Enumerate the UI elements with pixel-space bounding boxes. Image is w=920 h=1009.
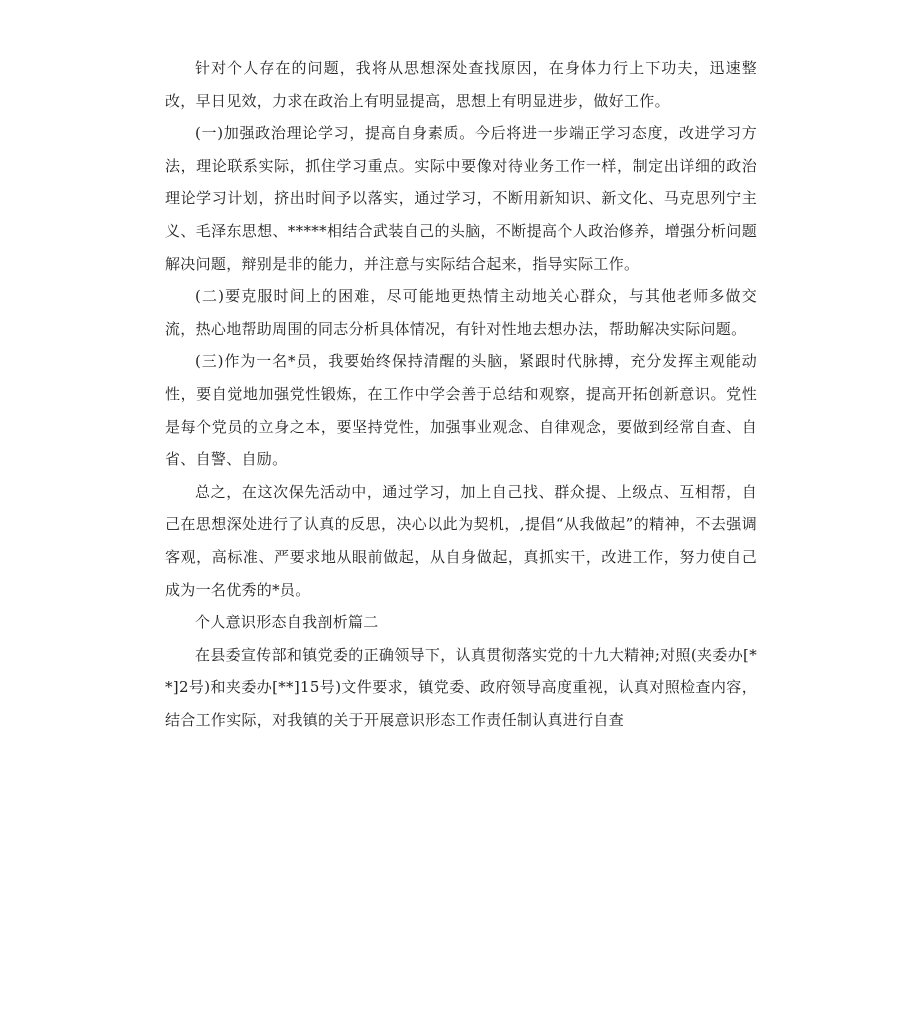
body-paragraph: 针对个人存在的问题，我将从思想深处查找原因，在身体力行上下功夫，迅速整改，早日见效，力求在政治上有明显提高，思想上有明显进步，做好工作。 bbox=[165, 59, 757, 110]
document-page bbox=[165, 52, 757, 736]
body-paragraph: 总之，在这次保先活动中，通过学习，加上自己找、群众提、上级点、互相帮，自己在思想深处进行了认真的反思，决心以此为契机，,提倡“从我做起”的精神，不去强调客观，高标准、严要求地从眼前做起，从自身做起，真抓实干，改进工作，努力使自己成为一名优秀的*员。 bbox=[165, 482, 757, 599]
body-paragraph: (一)加强政治理论学习，提高自身素质。今后将进一步端正学习态度，改进学习方法，理论联系实际，抓住学习重点。实际中要像对待业务工作一样，制定出详细的政治理论学习计划，挤出时间予以落实，通过学习，不断用新知识、新文化、马克思列宁主义、毛泽东思想、*****相结合武装自己的头脑，不断提高个人政治修养，增强分析问题解决问题，辩别是非的能力，并注意与实际结合起来，指导实际工作。 bbox=[165, 124, 757, 273]
body-paragraph: (三)作为一名*员，我要始终保持清醒的头脑，紧跟时代脉搏，充分发挥主观能动性，要自觉地加强党性锻炼，在工作中学会善于总结和观察，提高开拓创新意识。党性是每个党员的立身之本，要坚持党性，加强事业观念、自律观念，要做到经常自查、自省、自警、自励。 bbox=[165, 352, 757, 469]
section-heading: 个人意识形态自我剖析篇二 bbox=[195, 613, 379, 632]
body-paragraph: 在县委宣传部和镇党委的正确领导下，认真贯彻落实党的十九大精神;对照(夹委办[**]2号)和夹委办[**]15号)文件要求，镇党委、政府领导高度重视，认真对照检查内容，结合工作实际，对我镇的关于开展意识形态工作责任制认真进行自查 bbox=[165, 645, 757, 729]
body-paragraph: (二)要克服时间上的困难，尽可能地更热情主动地关心群众，与其他老师多做交流，热心地帮助周围的同志分析具体情况，有针对性地去想办法，帮助解决实际问题。 bbox=[165, 287, 757, 338]
